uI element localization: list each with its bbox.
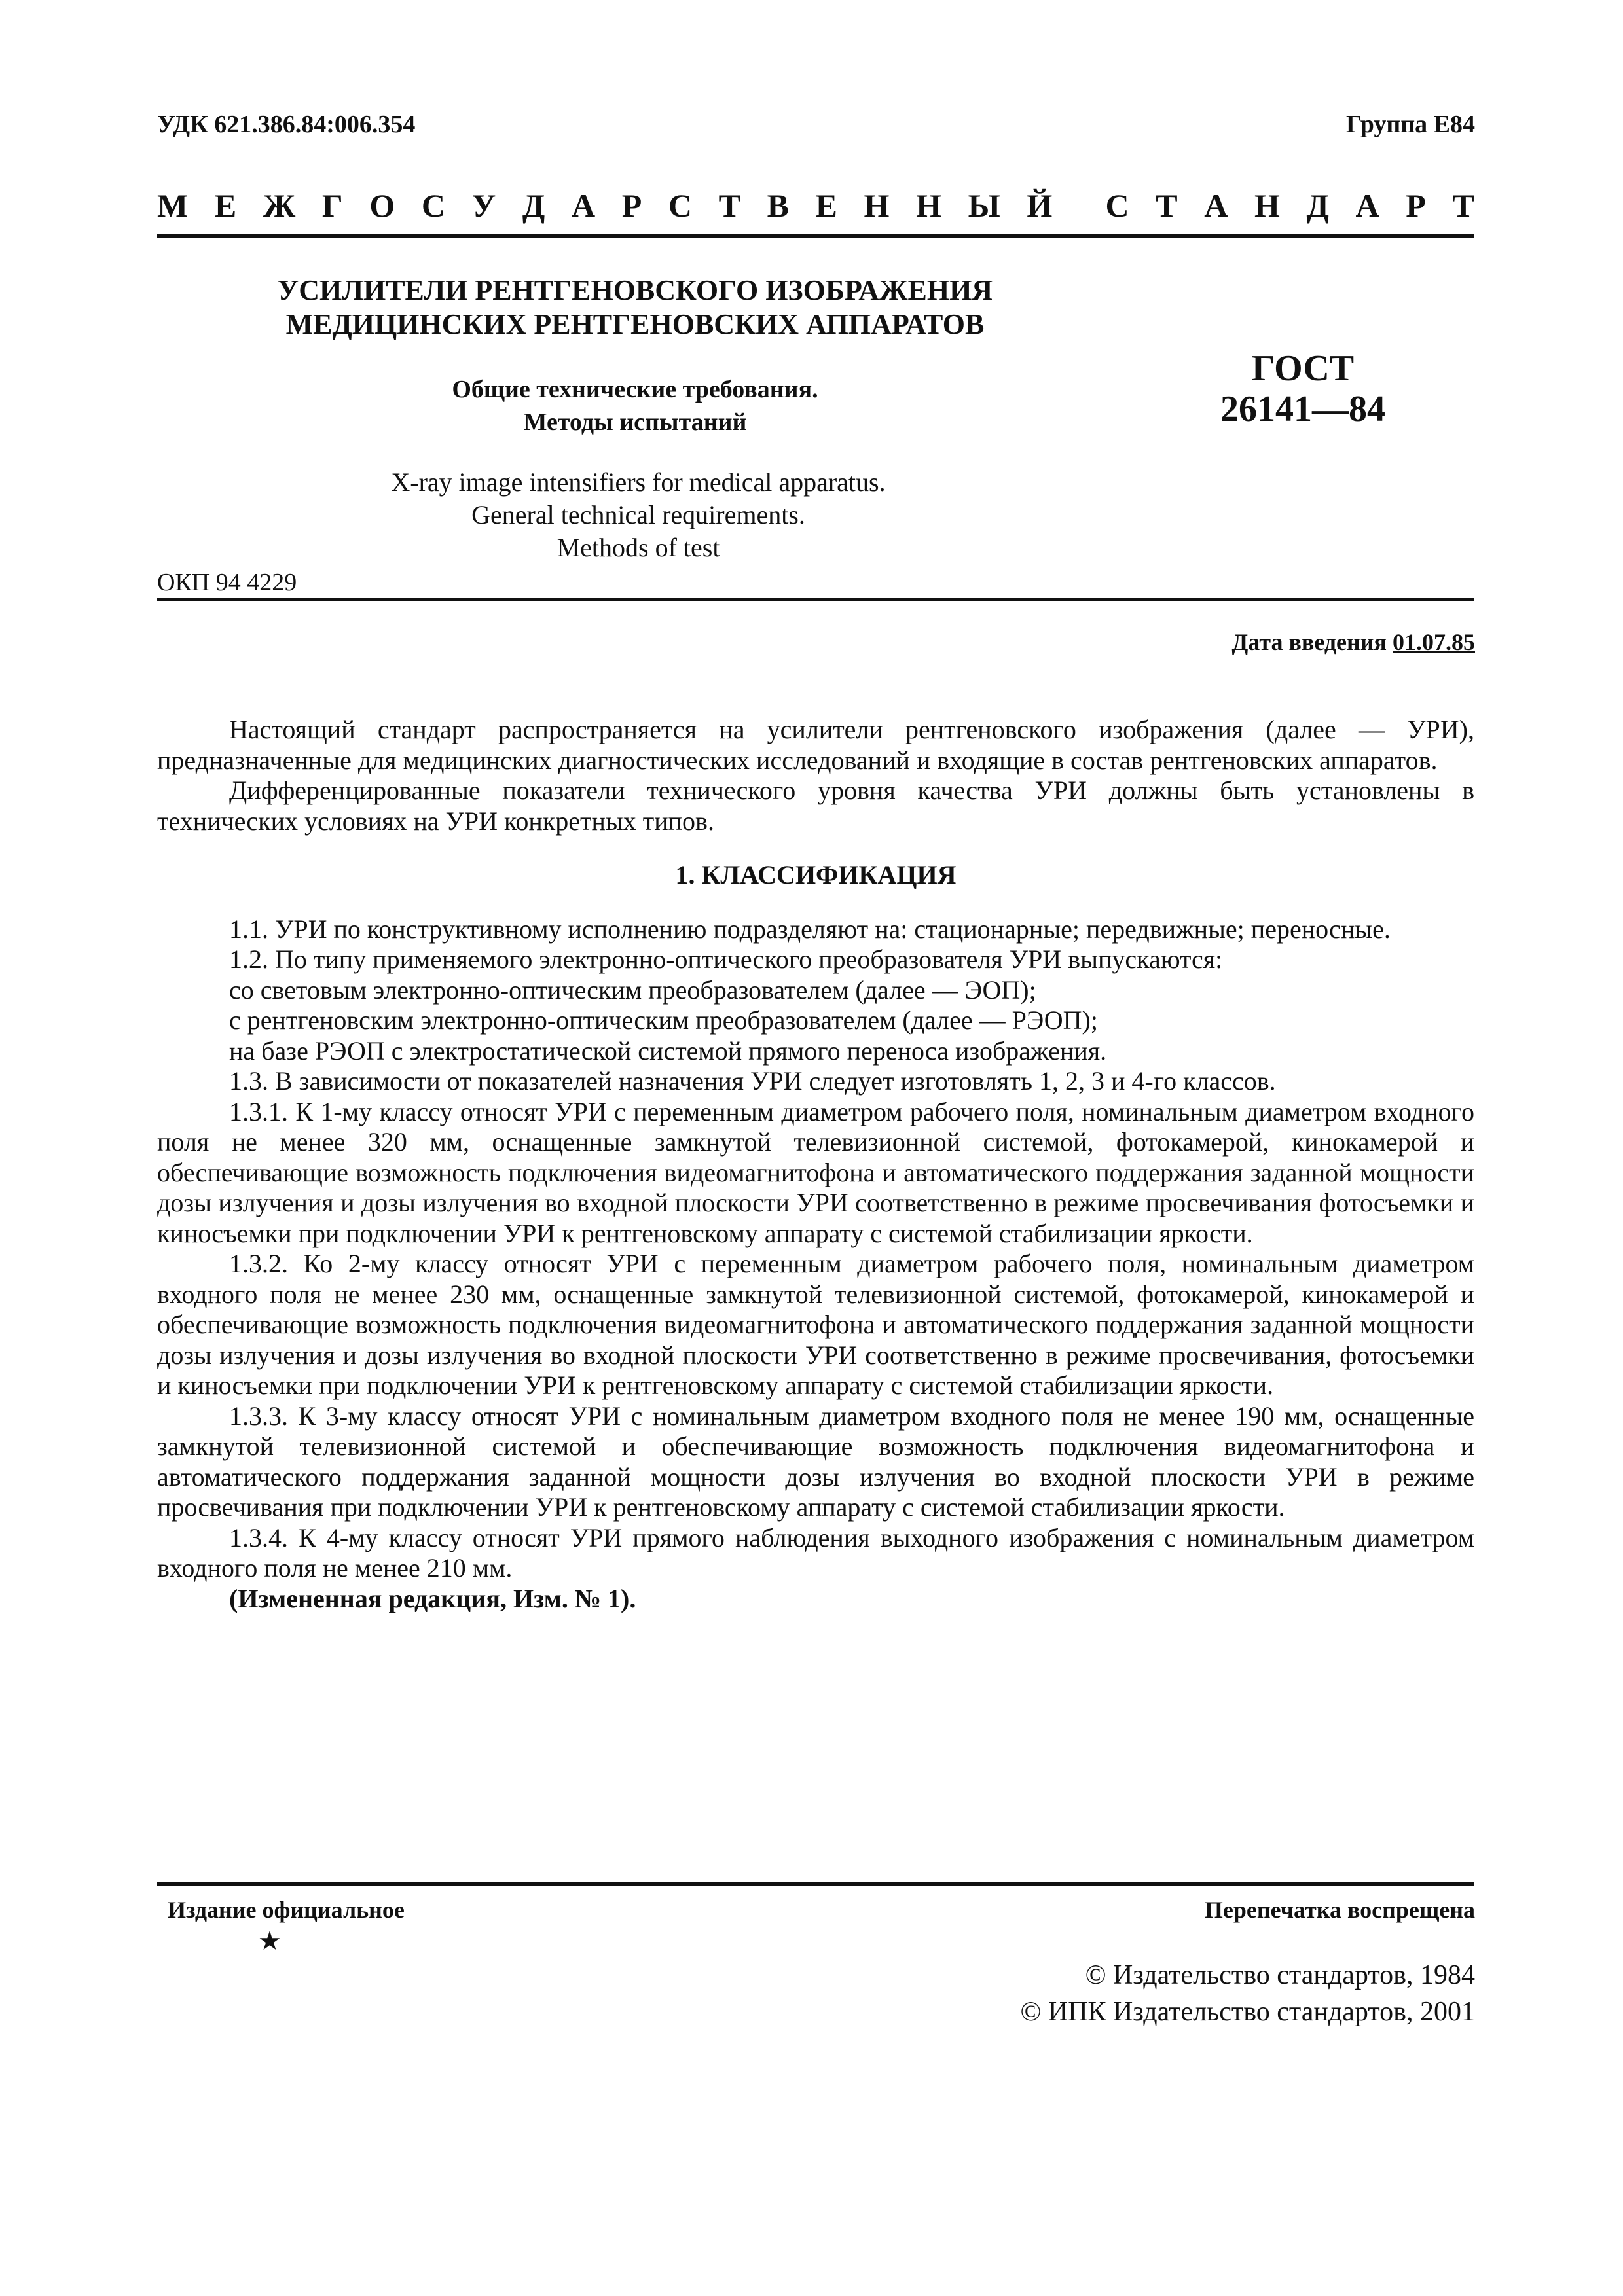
- clause-1-2-item-b: с рентгеновским электронно-оптическим преобразователем (далее — РЭОП);: [229, 1005, 1098, 1035]
- document-title: [216, 274, 1054, 342]
- interstate-standard-banner: [157, 186, 1474, 225]
- copyright-line-2: © ИПК Издательство стандартов, 2001: [1020, 1997, 1475, 2027]
- banner-letter: С: [1105, 187, 1129, 224]
- title-block-rule: [157, 598, 1474, 601]
- banner-letter: Н: [1254, 187, 1280, 224]
- title-line-1: УСИЛИТЕЛИ РЕНТГЕНОВСКОГО ИЗОБРАЖЕНИЯ: [277, 274, 993, 306]
- banner-letter: Н: [916, 187, 941, 224]
- official-edition-label: Издание официальное: [168, 1897, 405, 1923]
- banner-letter: Е: [815, 187, 837, 224]
- banner-letter: А: [1355, 187, 1379, 224]
- banner-letter: Е: [214, 187, 237, 224]
- clause-1-1: 1.1. УРИ по конструктивному исполнению подразделяют на: стационарные; передвижные; переносные.: [229, 914, 1391, 944]
- group-code: Группа Е84: [1345, 111, 1475, 138]
- section-1-heading: 1. КЛАССИФИКАЦИЯ: [675, 860, 957, 889]
- banner-letter: Т: [718, 187, 740, 224]
- clause-1-2-item-c: на базе РЭОП с электростатической системой прямого переноса изображения.: [229, 1035, 1107, 1066]
- banner-letter: А: [571, 187, 596, 224]
- banner-letter: Т: [1452, 187, 1474, 224]
- banner-letter: Ж: [263, 187, 296, 224]
- reprint-prohibited-label: Перепечатка воспрещена: [1204, 1897, 1475, 1923]
- okp-code: ОКП 94 4229: [157, 569, 297, 596]
- introduction-date: [1232, 628, 1476, 656]
- banner-letter: Ы: [968, 187, 1000, 224]
- document-subtitle: [314, 373, 956, 439]
- banner-letter: Р: [621, 187, 642, 224]
- subtitle-line-2: Методы испытаний: [523, 408, 747, 436]
- banner-letter: Т: [1156, 187, 1178, 224]
- title-line-2: МЕДИЦИНСКИХ РЕНТГЕНОВСКИХ АППАРАТОВ: [285, 308, 985, 340]
- banner-letter: У: [471, 187, 496, 224]
- banner-letter: А: [1204, 187, 1228, 224]
- banner-letter: Г: [321, 187, 343, 224]
- gost-number: 26141—84: [1220, 389, 1385, 429]
- banner-letter: О: [369, 187, 395, 224]
- banner-letter: М: [157, 187, 189, 224]
- english-title-line-1: X-ray image intensifiers for medical apparatus.: [391, 467, 886, 497]
- banner-letter: С: [668, 187, 692, 224]
- english-title: [295, 466, 982, 564]
- gost-designation: [1133, 348, 1473, 429]
- banner-letter: Й: [1027, 187, 1053, 224]
- copyright-line-1: © Издательство стандартов, 1984: [1085, 1960, 1475, 1990]
- intro-paragraph-1: Настоящий стандарт распространяется на усилители рентгеновского изображения (далее — УРИ), предназначенные для медицинских диагностических исследований и входящие в состав рентгеновских аппаратов.: [157, 715, 1474, 775]
- gost-label: ГОСТ: [1251, 348, 1355, 389]
- date-value: 01.07.85: [1393, 629, 1475, 655]
- clause-1-3: 1.3. В зависимости от показателей назначения УРИ следует изготовлять 1, 2, 3 и 4-го классов.: [229, 1066, 1276, 1096]
- udk-code: УДК 621.386.84:006.354: [157, 111, 416, 138]
- english-title-line-2: General technical requirements.: [471, 500, 805, 529]
- star-icon: ★: [258, 1926, 282, 1956]
- document-body: [157, 715, 1474, 1614]
- banner-letter: Д: [1306, 187, 1329, 224]
- clause-1-2: 1.2. По типу применяемого электронно-оптического преобразователя УРИ выпускаются:: [229, 944, 1223, 974]
- banner-letter: Д: [522, 187, 545, 224]
- clause-1-3-4: 1.3.4. К 4-му классу относят УРИ прямого наблюдения выходного изображения с номинальным диаметром входного поля не менее 210 мм.: [157, 1522, 1474, 1583]
- clause-1-3-3: 1.3.3. К 3-му классу относят УРИ с номинальным диаметром входного поля не менее 190 мм, оснащенные замкнутой телевизионной системой и обеспечивающие возможность подключения видеомагнитофона и автоматического поддержания заданной мощности дозы излучения во входной плоскости УРИ в режиме просвечивания при подключении УРИ к рентгеновскому аппарату с системой стабилизации яркости.: [157, 1401, 1474, 1522]
- english-title-line-3: Methods of test: [556, 533, 720, 562]
- intro-paragraph-2: Дифференцированные показатели технического уровня качества УРИ должны быть установлены в технических условиях на УРИ конкретных типов.: [157, 776, 1474, 836]
- banner-rule: [157, 234, 1474, 238]
- clause-1-3-1: 1.3.1. К 1-му классу относят УРИ с переменным диаметром рабочего поля, номинальным диаметром входного поля не менее 320 мм, оснащенные замкнутой телевизионной системой, фотокамерой, кинокамерой и обеспечивающие возможность подключения видеомагнитофона и автоматического поддержания заданной мощности дозы излучения и дозы излучения во входной плоскости УРИ соответственно в режиме просвечивания фотосъемки и киносъемки при подключении УРИ к рентгеновскому аппарату с системой стабилизации яркости.: [157, 1096, 1474, 1248]
- copyright-block: [1020, 1957, 1475, 2030]
- banner-letter: С: [421, 187, 445, 224]
- amendment-note: (Измененная редакция, Изм. № 1).: [229, 1583, 636, 1613]
- clause-1-3-2: 1.3.2. Ко 2-му классу относят УРИ с переменным диаметром рабочего поля, номинальным диаметром входного поля не менее 230 мм, оснащенные замкнутой телевизионной системой, фотокамерой, кинокамерой и обеспечивающие возможность подключения видеомагнитофона и автоматического поддержания заданной мощности дозы излучения и дозы излучения во входной плоскости УРИ соответственно в режиме просвечивания, фотосъемки и киносъемки при подключении УРИ к рентгеновскому аппарату с системой стабилизации яркости.: [157, 1249, 1474, 1400]
- clause-1-2-item-a: со световым электронно-оптическим преобразователем (далее — ЭОП);: [229, 975, 1036, 1005]
- banner-letter: Р: [1406, 187, 1426, 224]
- footer-rule: [157, 1882, 1474, 1886]
- date-label: Дата введения: [1231, 629, 1387, 655]
- banner-letter: В: [767, 187, 789, 224]
- banner-letter: Н: [864, 187, 890, 224]
- subtitle-line-1: Общие технические требования.: [452, 376, 818, 403]
